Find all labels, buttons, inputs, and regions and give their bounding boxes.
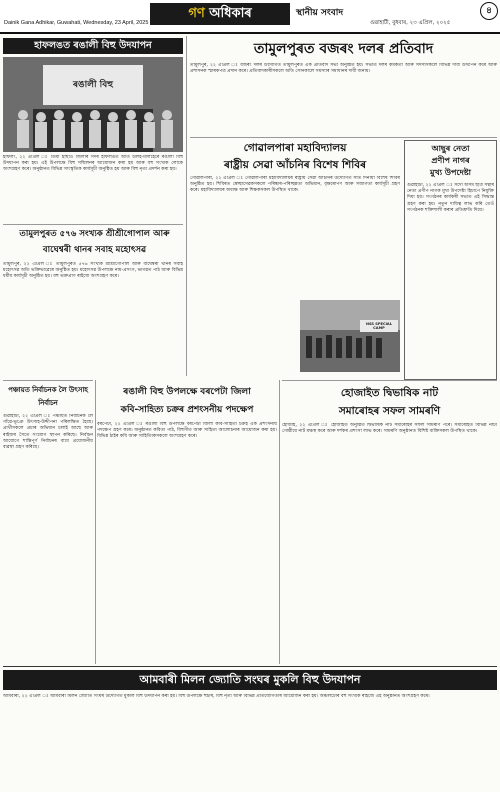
gopalpara-headline-2: ৰাষ্ট্ৰীয় সেৱা আঁচনিৰ বিশেষ শিবিৰ — [224, 159, 366, 171]
bihu-photo — [3, 57, 183, 152]
tamulpur-headline: তামুলপুৰত বজৰং দলৰ প্ৰতিবাদ — [253, 41, 434, 57]
masthead-brand — [150, 3, 290, 25]
masthead — [0, 0, 500, 34]
rule-top-right — [190, 137, 497, 138]
gopalpara-photo — [300, 300, 400, 372]
bihu-body-text: হাফলং, ২২ এপ্ৰিল ঃ ডিমা হাছাও জিলাৰ সদৰ হাফলঙত অতি উলহ-মালহেৰে ৰঙালী বিহু উদযাপন কৰা হয়। এই উপলক্ষে বিহু সন্মিলনৰ আয়োজন কৰা হয় আৰু বহু সংখ্যক লোকে অংশগ্ৰহণ কৰে। অনুষ্ঠানত বিভিন্ন সাংস্কৃতিক কাৰ্যসূচী অনুষ্ঠিত হয় আৰু বিহু নৃত্য প্ৰদৰ্শন কৰা হয়। — [3, 155, 183, 173]
bihu-body — [3, 155, 183, 221]
hojai-headline-1: হোজাইত দ্বিভাষিক নাট — [340, 387, 439, 399]
hojai-body — [282, 423, 497, 662]
barpeta-headline-2: কবি-সাহিত্য চক্ৰৰ প্ৰশংসনীয় পদক্ষেপ — [120, 405, 254, 415]
rule-bottom — [3, 666, 497, 667]
election-body-text: গুৱাহাটী, ২২ এপ্ৰিল ঃ পঞ্চায়ত নিৰ্বাচনক লৈ গাঁৱে-ভূঞে উৎসাহ-উদ্দীপনা পৰিলক্ষিত হৈছে। প্ৰাৰ্থীসকলে প্ৰচাৰ অভিযান চলাই আছে আৰু ৰাইজৰ সৈতে সংযোগ স্থাপন কৰিছে। নিৰ্বাচন আয়োগে শান্তিপূৰ্ণ নিৰ্বাচনৰ বাবে প্ৰয়োজনীয় ব্যৱস্থা গ্ৰহণ কৰিছে। — [3, 414, 93, 451]
mukhya-headline-1: আছুৰ নেতা — [431, 144, 470, 153]
hojai-headline-2: সমাৰোহৰ সফল সামৰণি — [338, 405, 441, 417]
mukhya-headline-2: প্ৰণীপ নাগৰ — [431, 156, 470, 165]
amkari-body-text: আমবাৰী, ২২ এপ্ৰিল ঃ আমবাৰী মিলন জ্যোতি সংঘৰ উদ্যোগত মুকলি বিহু উদযাপন কৰা হয়। বিহু উপলক্ষে হুঁচৰি, বিহু নৃত্য আৰু বিভিন্ন প্ৰতিযোগিতাৰ আয়োজন কৰা হয়। অঞ্চলটোৰ বহু সংখ্যক ৰাইজে এই অনুষ্ঠানত অংশগ্ৰহণ কৰে। — [3, 694, 430, 699]
page-number: ৪ — [480, 2, 498, 20]
doul-headline-2: বাঘেশ্বৰী থানৰ সবাহ মহোৎসৱ — [42, 245, 147, 255]
gopalpara-body-text: গোৱালপাৰা, ২২ এপ্ৰিল ঃ গোৱালপাৰা মহাবিদ্যালয়ৰ ৰাষ্ট্ৰীয় সেৱা আঁচনিৰ উদ্যোগত সাত দিনীয়া বিশেষ শিবিৰ অনুষ্ঠিত হয়। শিবিৰত স্বেচ্ছাসেৱকসকলে পৰিষ্কাৰ-পৰিচ্ছন্নতা অভিযান, বৃক্ষৰোপণ আৰু সজাগতা কাৰ্যসূচী গ্ৰহণ কৰে। মহাবিদ্যালয়ৰ অধ্যক্ষ আৰু শিক্ষকসকল উপস্থিত থাকে। — [190, 176, 400, 194]
doul-body-text: তামুলপুৰ, ২২ এপ্ৰিল ঃ তামুলপুৰত ৫৭৬ সংখ্যক শ্ৰীশ্ৰীগোপাল আৰু বাঘেশ্বৰী থানৰ সবাহ মহোৎসৱ অতি ভক্তিভাৱেৰে অনুষ্ঠিত হয়। মহোৎসৱ উপলক্ষে নাম-প্ৰসংগ, ভাগৱত পাঠ আৰু বিভিন্ন ধৰ্মীয় কাৰ্যসূচী অনুষ্ঠিত হয়। বহু ভক্তপ্ৰাণ ৰাইজে অংশগ্ৰহণ কৰে। — [3, 262, 183, 280]
tamulpur-body-text: তামুলপুৰ, ২২ এপ্ৰিল ঃ বজৰং দলৰ উদ্যোগত তামুলপুৰত এক প্ৰতিবাদ সভা অনুষ্ঠিত হয়। সভাত দলৰ কৰ্মকৰ্তা আৰু সদস্যসকলে বিভিন্ন দাবী উত্থাপন কৰে আৰু প্ৰশাসনক স্মাৰকপত্ৰ প্ৰদান কৰে। প্ৰতিবাদকাৰীসকলে অতি সোনকালে সমস্যাৰ সমাধানৰ দাবী জনায়। — [190, 63, 497, 75]
rule-mid-left — [3, 224, 183, 225]
bihu-photo-banner: ৰঙালী বিহু — [72, 80, 114, 90]
col-rule-3 — [279, 380, 280, 664]
gopalpara-headline-1: গোৱালপাৰা মহাবিদ্যালয় — [243, 142, 347, 154]
election-headline: পঞ্চায়ত নিৰ্বাচনক লৈ উৎসাহ নিৰ্বাচন — [8, 386, 88, 407]
barpeta-body — [97, 422, 277, 662]
election-body — [3, 414, 93, 662]
amkari-body — [3, 694, 497, 788]
gopalpara-photo-banner: NSS SPECIAL CAMP — [366, 322, 392, 330]
barpeta-headline-1: ৰঙালী বিহু উপলক্ষে বৰপেটা জিলা — [123, 387, 251, 397]
barpeta-body-text: বৰপেটা, ২২ এপ্ৰিল ঃ ৰঙালী বিহু উপলক্ষে বৰপেটা জিলা কবি-সাহিত্য চক্ৰই এক প্ৰশংসনীয় পদক্ষেপ গ্ৰহণ কৰে। অনুষ্ঠানত কবিতা পাঠ, বিহুগীত আৰু সাহিত্য আলোচনাৰ আয়োজন কৰা হয়। বিভিন্ন ঠাইৰ কবি আৰু সাহিত্যিকসকলে অংশগ্ৰহণ কৰে। — [97, 422, 277, 440]
masthead-section: স্থানীয় সংবাদ — [296, 8, 344, 18]
masthead-dateline-en: Dainik Gana Adhikar, Guwahati, Wednesday, 23 April, 2025 — [4, 20, 149, 26]
bihu-photo-art — [3, 57, 183, 152]
doul-body — [3, 262, 183, 377]
masthead-dateline-as: গুৱাহাটী, বুধবাৰ, ২৩ এপ্ৰিল, ২০২৫ — [370, 20, 451, 26]
mukhya-body — [407, 183, 494, 377]
doul-headline-1: তামুলপুৰত ৫৭৬ সংখ্যক শ্ৰীশ্ৰীগোপাল আৰু — [19, 229, 170, 239]
brand-suffix: অধিকাৰ — [209, 6, 252, 21]
rule-election — [3, 380, 93, 381]
tamulpur-body — [190, 63, 497, 135]
col-rule-2 — [95, 380, 96, 664]
mukhya-headline-3: মুখ্য উপদেষ্টা — [430, 168, 471, 177]
rule-hojai — [282, 380, 497, 381]
gopalpara-body — [190, 176, 400, 306]
bihu-headline: হাফলঙত ৰঙালী বিহু উদযাপন — [3, 38, 183, 54]
col-rule-1 — [186, 36, 187, 376]
amkari-headline: আমবাৰী মিলন জ্যোতি সংঘৰ মুকলি বিহু উদযাপন — [3, 670, 497, 690]
hojai-body-text: হোজাই, ২২ এপ্ৰিল ঃ হোজাইত অনুষ্ঠিত দ্বিভাষিক নাট সমাৰোহৰ সফল সামৰণি পৰে। সমাৰোহত বিভিন্ন নাট্য গোষ্ঠীয়ে নাট মঞ্চস্থ কৰে আৰু দৰ্শকৰ প্ৰশংসা লাভ কৰে। সামৰণি অনুষ্ঠানত বিশিষ্ট ব্যক্তিসকল উপস্থিত থাকে। — [282, 423, 497, 435]
gopalpara-photo-art — [300, 300, 400, 372]
brand-prefix: গণ — [188, 6, 205, 21]
mukhya-body-text: গুৱাহাটী, ২২ এপ্ৰিল ঃ সদৌ অসম ছাত্ৰ সন্থাৰ নেতা প্ৰণীপ নাগক মুখ্য উপদেষ্টা হিচাপে নিযুক্তি দিয়া হয়। সংগঠনৰ কাৰ্যকৰী সভাত এই সিদ্ধান্ত গ্ৰহণ কৰা হয়। নতুন দায়িত্ব লাভ কৰি তেওঁ সংগঠনক শক্তিশালী কৰাৰ প্ৰতিশ্ৰুতি দিয়ে। — [407, 183, 494, 213]
